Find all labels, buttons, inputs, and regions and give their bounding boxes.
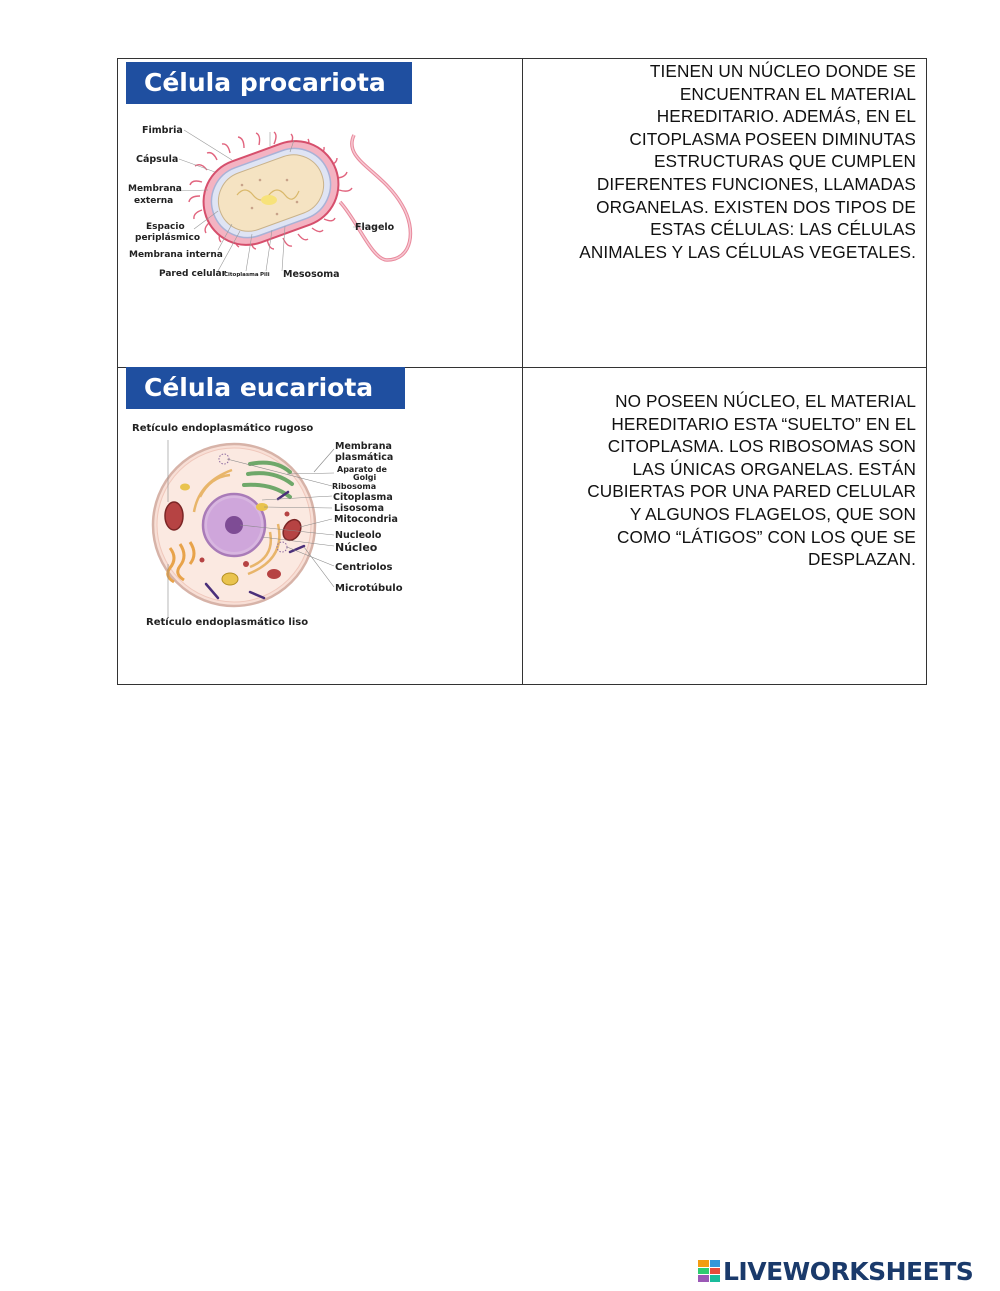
prokaryote-title: Célula procariota: [126, 62, 412, 104]
logo-square: [698, 1260, 709, 1267]
label-membrana-interna: Membrana interna: [129, 250, 223, 260]
label-golgi-1: Aparato de: [337, 465, 387, 474]
logo-mark-icon: [698, 1260, 720, 1282]
label-flagelo: Flagelo: [355, 222, 395, 233]
label-golgi-2: Golgi: [353, 473, 377, 482]
eukaryote-description: NO POSEEN NÚCLEO, EL MATERIAL HEREDITARIO ESTA “SUELTO” EN EL CITOPLASMA. LOS RIBOSOMAS SON LAS ÚNICAS ORGANELAS. ESTÁN CUBIERTAS POR UNA PARED CELULAR Y ALGUNOS FLAGELOS, QUE SON COMO “LÁTIGOS” CON LOS QUE SE DESPLAZAN.: [587, 391, 916, 570]
label-pared-celular: Pared celular: [159, 269, 227, 279]
label-espacio-2: periplásmico: [135, 233, 201, 243]
label-membrana-2: plasmática: [335, 452, 394, 463]
logo-square: [710, 1275, 721, 1282]
label-reticulo-rugoso: Retículo endoplasmático rugoso: [132, 423, 314, 434]
eukaryote-diagram: [122, 412, 422, 637]
label-pili: Pili: [260, 272, 270, 278]
label-capsula: Cápsula: [136, 154, 179, 165]
prokaryote-diagram: [122, 110, 422, 285]
label-nucleo: Núcleo: [335, 541, 378, 554]
flagellum-shape: [340, 135, 410, 260]
label-lisosoma: Lisosoma: [334, 503, 384, 514]
label-citoplasma-euk: Citoplasma: [333, 492, 393, 503]
label-membrana-1: Membrana: [335, 441, 392, 452]
label-centriolos: Centriolos: [335, 562, 393, 573]
logo-square: [698, 1275, 709, 1282]
label-espacio-1: Espacio: [146, 222, 185, 232]
label-citoplasma: Citoplasma: [224, 272, 259, 278]
logo-square: [710, 1268, 721, 1275]
label-membrana-externa-2: externa: [134, 196, 174, 206]
brand-name: LIVEWORKSHEETS: [723, 1256, 974, 1286]
eukaryote-title: Célula eucariota: [126, 367, 405, 409]
label-nucleolo: Nucleolo: [335, 530, 382, 541]
label-mitocondria: Mitocondria: [334, 514, 398, 525]
label-mesosoma: Mesosoma: [283, 269, 340, 280]
label-membrana-externa-1: Membrana: [128, 184, 182, 194]
label-ribosoma: Ribosoma: [332, 482, 377, 491]
logo-square: [698, 1268, 709, 1275]
logo-square: [710, 1260, 721, 1267]
label-fimbria: Fimbria: [142, 125, 183, 136]
prokaryote-description: TIENEN UN NÚCLEO DONDE SE ENCUENTRAN EL MATERIAL HEREDITARIO. ADEMÁS, EN EL CITOPLASMA POSEEN DIMINUTAS ESTRUCTURAS QUE CUMPLEN DIFERENTES FUNCIONES, LLAMADAS ORGANELAS. EXISTEN DOS TIPOS DE ESTAS CÉLULAS: LAS CÉLULAS ANIMALES Y LAS CÉLULAS VEGETALES.: [579, 61, 916, 262]
label-microtubulo: Microtúbulo: [335, 583, 403, 594]
label-reticulo-liso: Retículo endoplasmático liso: [146, 617, 309, 628]
liveworksheets-logo[interactable]: [698, 1255, 973, 1287]
